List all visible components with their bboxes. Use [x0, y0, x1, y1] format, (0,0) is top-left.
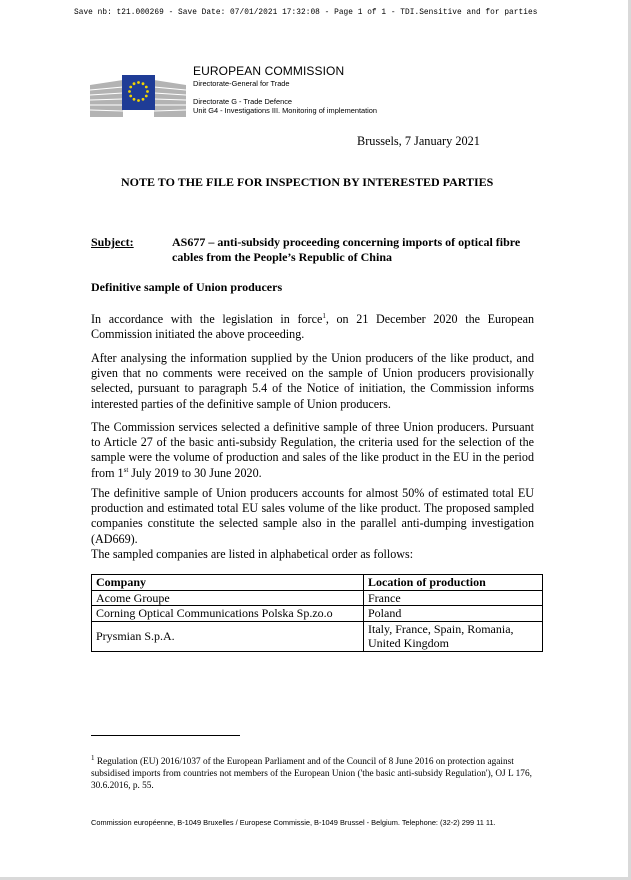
footnote-text: Regulation (EU) 2016/1037 of the European Parliament and of the Council of 8 June 2016 on protection against subsidised imports from countries not members of the European Union ('the basic anti-subsidy Regulation'), OJ L 176, 30.6.2016, p. 55. [91, 757, 532, 792]
location-cell: France [364, 590, 543, 606]
column-header-company: Company [92, 575, 364, 591]
paragraph-text: The Commission services selected a definitive sample of three Union producers. Pursuant to Article 27 of the basic anti-subsidy Regulation, the criteria used for the selection of the sample were the volume of production and sales of the like product in the EU in the period from 1 [91, 420, 534, 480]
footnote-separator [91, 735, 240, 736]
organisation-name: EUROPEAN COMMISSION [193, 64, 345, 78]
location-cell: Poland [364, 606, 543, 622]
section-heading: Definitive sample of Union producers [91, 280, 283, 294]
paragraph-legislation [91, 312, 534, 342]
sampled-companies-table [91, 574, 543, 652]
paragraph-analysis: After analysing the information supplied by the Union producers of the like product, and given that no comments were received on the sample of Union producers provisionally selected, pursuant to paragraph 5.4 of the Notice of initiation, the Commission informs interested parties of the definitive sample of Union producers. [91, 351, 534, 411]
subject-text: AS677 – anti-subsidy proceeding concerning imports of optical fibre cables from the People’s Republic of China [172, 235, 521, 264]
save-info-line: Save nb: t21.000269 - Save Date: 07/01/2021 17:32:08 - Page 1 of 1 - TDI.Sensitive and for parties [74, 9, 538, 17]
unit: Unit G4 - Investigations III. Monitoring of implementation [193, 106, 378, 115]
paragraph-selection [91, 420, 534, 481]
paragraph-list-intro: The sampled companies are listed in alphabetical order as follows: [91, 547, 414, 561]
paragraph-representativity: The definitive sample of Union producers accounts for almost 50% of estimated total EU production and estimated total EU sales volume of the like product. The proposed sampled companies constitute the selected sample also in the parallel anti-dumping investigation (AD669). [91, 486, 534, 546]
note-title: NOTE TO THE FILE FOR INSPECTION BY INTERESTED PARTIES [121, 175, 494, 189]
paragraph-text: , on 21 December 2020 the European Commission initiated the above proceeding. [91, 312, 534, 342]
directorate: Directorate G - Trade Defence [193, 97, 292, 106]
paragraph-text: In accordance with the legislation in force [91, 312, 323, 326]
directorate-general: Directorate-General for Trade [193, 79, 290, 88]
ordinal-suffix: st [123, 465, 129, 474]
company-cell: Corning Optical Communications Polska Sp.zo.o [92, 606, 364, 622]
eu-flag-icon [122, 75, 155, 110]
page-footer: Commission européenne, B-1049 Bruxelles / Europese Commissie, B-1049 Brussel - Belgium. Telephone: (32-2) 299 11 11. [91, 818, 496, 827]
paragraph-text: July 2019 to 30 June 2020. [128, 465, 262, 480]
footnote-mark: 1 [91, 753, 95, 762]
column-header-location: Location of production [364, 575, 543, 591]
subject-label: Subject: [91, 235, 134, 249]
location-cell: Italy, France, Spain, Romania, United Kingdom [364, 621, 543, 651]
company-cell: Prysmian S.p.A. [92, 621, 364, 651]
document-date: Brussels, 7 January 2021 [357, 134, 480, 148]
table-row [92, 590, 543, 606]
table-header-row [92, 575, 543, 591]
table-row [92, 621, 543, 651]
european-commission-logo [90, 68, 186, 118]
footnote-reference[interactable]: 1 [322, 311, 326, 320]
company-cell: Acome Groupe [92, 590, 364, 606]
table-row [92, 606, 543, 622]
footnote [91, 753, 541, 793]
